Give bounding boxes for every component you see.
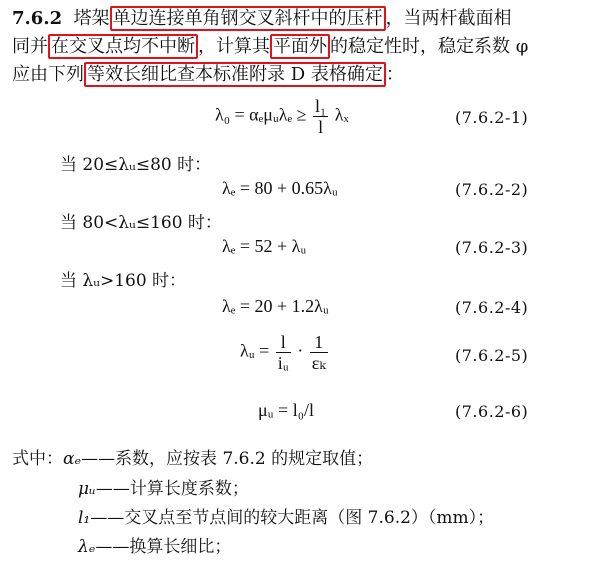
- equation-lhs: λᵤ =: [240, 340, 270, 361]
- definition-row: [12, 444, 373, 469]
- equation-1: [215, 96, 349, 137]
- definition-text: ——计算长度系数；: [95, 479, 249, 499]
- definition-symbol: μᵤ: [78, 479, 96, 499]
- equation-3: λₑ = 52 + λᵤ: [222, 236, 307, 256]
- highlight-box-2: 在交叉点均不中断: [48, 34, 198, 59]
- fraction-denominator: iᵤ: [277, 353, 289, 373]
- definition-text: ——交叉点至节点间的较大距离（图 7.6.2）（mm）；: [90, 508, 495, 528]
- multiply-dot: ·: [297, 340, 304, 361]
- fraction-numerator: l₁: [314, 96, 327, 116]
- fraction-denominator: εₖ: [311, 353, 326, 373]
- text-run: 塔架: [73, 8, 110, 29]
- condition-line: 当 λᵤ>160 时：: [60, 271, 187, 291]
- equation-6: μᵤ = l₀/l: [258, 400, 314, 420]
- equation-number: (7.6.2-1): [455, 108, 529, 127]
- definition-text: ——系数，应按表 7.6.2 的规定取值；: [81, 449, 374, 469]
- definition-row: [78, 532, 231, 557]
- equation-2: λₑ = 80 + 0.65λᵤ: [222, 178, 338, 198]
- paragraph-line-2: [12, 36, 528, 58]
- highlight-box-1: 单边连接单角钢交叉斜杆中的压杆: [110, 6, 386, 31]
- definition-symbol: αₑ: [63, 449, 82, 469]
- highlight-box-4: 等效长细比查本标准附录 D 表格确定: [84, 62, 386, 87]
- definition-symbol: λₑ: [78, 537, 96, 557]
- fraction-numerator: 1: [310, 332, 328, 353]
- text-run: 应由下列: [12, 64, 84, 85]
- text-run: ，当两杆截面相: [385, 8, 512, 29]
- fraction-denominator: l: [318, 117, 324, 137]
- fraction: [310, 332, 328, 373]
- highlight-box-3: 平面外: [270, 34, 330, 59]
- condition-line: 当 80<λᵤ≤160 时：: [60, 213, 222, 233]
- fraction: [276, 332, 291, 373]
- equation-lhs: λ₀ = αₑμᵤλₑ ≥: [215, 104, 307, 125]
- definitions-intro: 式中：: [12, 449, 63, 469]
- text-run: 的稳定性时，稳定系数 φ: [330, 36, 529, 57]
- equation-rhs: λₓ: [334, 104, 349, 125]
- fraction: [313, 96, 328, 137]
- text-run: 同并: [12, 36, 48, 57]
- equation-number: (7.6.2-3): [455, 238, 529, 257]
- equation-number: (7.6.2-2): [455, 180, 529, 199]
- fraction-numerator: l: [276, 332, 291, 353]
- text-run: ，计算其: [198, 36, 270, 57]
- definition-row: [78, 474, 249, 499]
- equation-number: (7.6.2-5): [455, 346, 529, 365]
- paragraph-line-1: [12, 8, 512, 30]
- text-run: ：: [385, 64, 404, 85]
- definition-row: [78, 503, 494, 528]
- condition-line: 当 20≤λᵤ≤80 时：: [60, 155, 212, 175]
- section-number: 7.6.2: [12, 8, 63, 29]
- equation-5: [240, 332, 330, 373]
- paragraph-line-3: [12, 64, 404, 86]
- equation-4: λₑ = 20 + 1.2λᵤ: [222, 296, 329, 316]
- equation-number: (7.6.2-4): [455, 298, 529, 317]
- equation-number: (7.6.2-6): [455, 402, 529, 421]
- definition-text: ——换算长细比；: [95, 537, 232, 557]
- definition-symbol: l₁: [78, 508, 91, 528]
